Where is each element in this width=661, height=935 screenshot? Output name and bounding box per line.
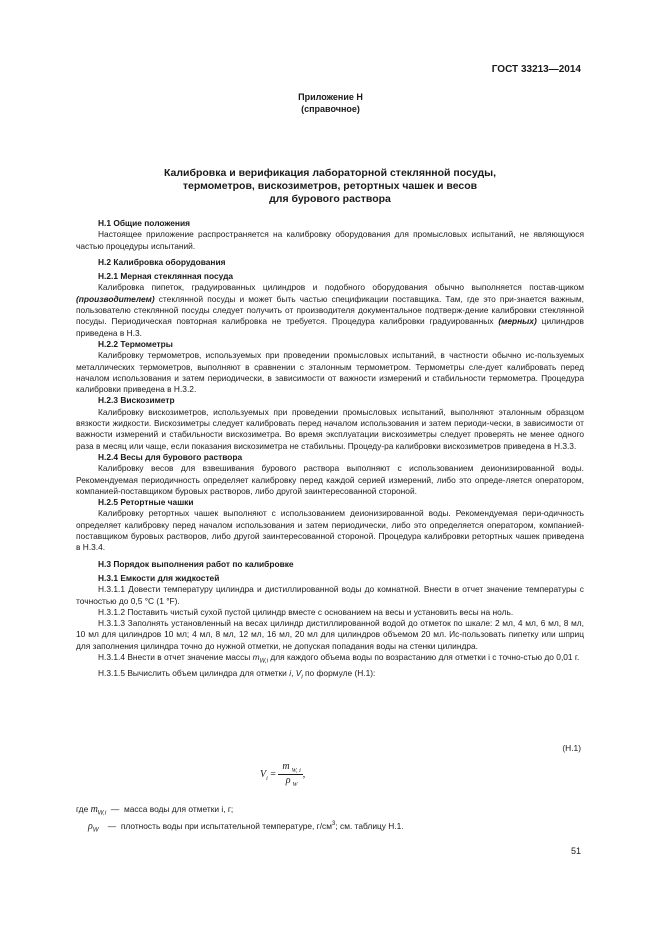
where-line-2: $\rho_W$ — плотность воды при испытательной температуре, $г/см^3$; см. таблицу Н.1. xyxy=(88,821,404,834)
paragraph: Н.3.1.4 Внести в отчет значение массы $m_{W,i}$ для каждого объема воды по возрастанию для отметки i с точно-стью до 0,01 г. xyxy=(98,651,580,665)
title-line: Калибровка и верификация лабораторной стеклянной посуды, xyxy=(163,167,497,179)
subsection-heading: Н.2.5 Ретортные чашки xyxy=(98,497,194,508)
subsection-heading: Н.2.1 Мерная стеклянная посуда xyxy=(98,271,234,282)
paragraph: Калибровку вискозиметров, используемых при проведении промысловых испытаний, выполняют эталонным образцом вязкости жидкости. Вискозиметры следует калибровать перед началом использования и затем периоди-чески, в зависимости от важности измерений и стабильности вискозиметра. Во время эксплуатации вискозиметры следует проверять не менее одного раза в месяц или чаще, если показания вискозиметра не стабильны. Процеду-ра калибровки вискозиметров приведена в Н.3.3. xyxy=(76,406,584,451)
subsection-heading: Н.2.3 Вискозиметр xyxy=(98,395,175,406)
title-line: термометров, вискозиметров, ретортных чашек и весов xyxy=(182,180,478,192)
paragraph: Калибровка пипеток, градуированных цилиндров и подобного оборудования обычно выполняется постав-щиком (производителем) стеклянной посуды и может быть частью спецификации поставщика. Там, где это при-знается важным, пользователю стеклянной посуды следует получить от производителя документальное подтверж-дение калибровки стеклянной посуды. Периодическая повторная калибровка не требуется. Процедура калибровки градуированных (мерных) цилиндров приведена в Н.3. xyxy=(76,282,584,338)
formula-h1 xyxy=(260,761,305,788)
paragraph: Калибровку ретортных чашек выполняют с использованием деионизированной воды. Рекомендуемая пери-одичность определяет калибровку перед началом использования и затем периодически, либо это определяется оператором, компанией-поставщиком буровых растворов, либо другой заинтересованной стороной. Процедура калибровки ретортных чашек приведена в Н.3.4. xyxy=(76,508,584,553)
page-number: 51 xyxy=(570,846,581,856)
subsection-heading: Н.2.2 Термометры xyxy=(98,338,173,349)
subsection-heading: Н.3.1 Емкости для жидкостей xyxy=(98,572,220,583)
annex-label: Приложение Н xyxy=(298,92,363,102)
formula-lhs-sub: i xyxy=(266,775,268,782)
standard-number: ГОСТ 33213—2014 xyxy=(491,64,581,75)
formula-fraction xyxy=(278,761,302,788)
paragraph: Н.3.1.2 Поставить чистый сухой пустой цилиндр вместе с основанием на весы и установить весы на ноль. xyxy=(98,606,514,617)
formula-numerator: m $_{W, i}$ xyxy=(278,761,302,775)
formula-lhs: V xyxy=(260,768,267,780)
where-line-1: где $m_{W,i}$ — масса воды для отметки i, г; xyxy=(76,804,234,817)
document-body xyxy=(76,218,584,684)
paragraph: Н.3.1.1 Довести температуру цилиндра и дистиллированной воды до комнатной. Внести в отчет значение температуры с точностью до 0,5 °С (1 °F). xyxy=(76,584,584,606)
paragraph: Н.3.1.3 Заполнять установленный на весах цилиндр дистиллированной водой до отметок по шкале: 2 мл, 4 мл, 6 мл, 8 мл, 10 мл для цилиндров 10 мл; 4 мл, 8 мл, 12 мл, 16 мл, 20 мл для цилиндров объемом 20 мл. Ис-пользовать пипетку или шприц для заполнения цилиндра точно до нужной отметки, не допуская попадания воды на стенки цилиндра. xyxy=(76,618,584,651)
formula-number: (Н.1) xyxy=(562,743,581,753)
annex-title xyxy=(76,167,584,206)
section-heading: Н.1 Общие положения xyxy=(98,218,191,228)
section-heading: Н.2 Калибровка оборудования xyxy=(98,256,226,267)
formula-comma: , xyxy=(302,768,306,780)
formula-denominator: ρ $_W$ xyxy=(285,775,298,788)
paragraph: Н.3.1.5 Вычислить объем цилиндра для отметки i, $V_i$ по формуле (Н.1): xyxy=(98,667,376,681)
subsection-heading: Н.2.4 Весы для бурового раствора xyxy=(98,451,243,462)
formula-equals: = xyxy=(270,768,276,780)
paragraph: Настоящее приложение распространяется на калибровку оборудования для промысловых испытаний, не являющуюся частью процедуры испытаний. xyxy=(76,229,584,251)
paragraph: Калибровку термометров, используемых при проведении промысловых испытаний, в частности обычно ис-пользуемых металлических термометров, выполняют в сравнении с эталонным термометром. Термометры сле-дует калибровать перед началом использования и затем периодически, в зависимости от важности измерений и стабильности термометра. Процедура калибровки приведена в Н.3.2. xyxy=(76,350,584,395)
title-line: для бурового раствора xyxy=(269,193,391,205)
paragraph: Калибровку весов для взвешивания бурового раствора выполняют с использованием деионизированной воды. Рекомендуемая периодичность определяет калибровку перед каждой серией измерений, либо это опреде-ляется оператором, компанией-поставщиком буровых растворов, либо другой заинтересованной стороной. xyxy=(76,463,584,496)
section-heading: Н.3 Порядок выполнения работ по калибровке xyxy=(98,558,294,569)
annex-type: (справочное) xyxy=(301,104,360,114)
